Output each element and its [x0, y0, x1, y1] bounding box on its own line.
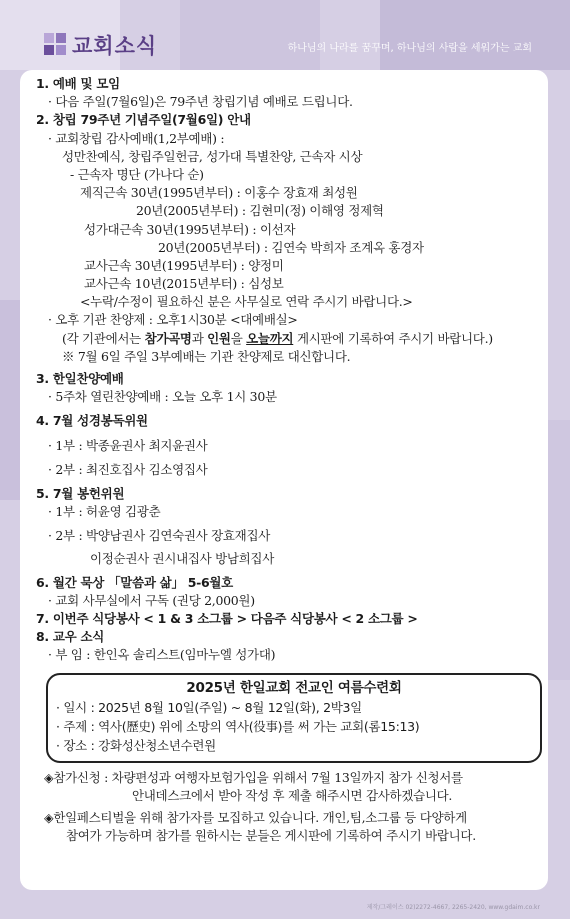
award-line: 제직근속 30년(1995년부터) : 이홍수 장효재 최성원: [80, 185, 358, 201]
logo-mark-icon: [44, 33, 66, 55]
background-block: [0, 300, 20, 500]
event-title: 2025년 한일교회 전교인 여름수련회: [186, 679, 402, 696]
section-line: · 2부 : 박양남권사 김연숙권사 장효재집사: [48, 528, 271, 544]
section-title: 2. 창립 79주년 기념주일(7월6일) 안내: [36, 112, 251, 128]
section-line: · 5주차 열린찬양예배 : 오늘 오후 1시 30분: [48, 389, 277, 405]
section-line: 성만찬예식, 창립주일헌금, 성가대 특별찬양, 근속자 시상: [62, 148, 363, 164]
event-date: · 일시 : 2025년 8월 10일(주일) ~ 8월 12일(화), 2박3일: [56, 699, 362, 715]
header: [0, 0, 570, 70]
section-title: 5. 7월 봉헌위원: [36, 485, 125, 501]
section-line: - 근속자 명단 (가나다 순): [70, 166, 204, 182]
section-title: 8. 교우 소식: [36, 629, 105, 645]
section-line: · 1부 : 박종윤권사 최지윤권사: [48, 437, 208, 453]
festival-notice-cont: 참여가 가능하며 참가를 원하시는 분들은 게시판에 기록하여 주시기 바랍니다.: [66, 828, 476, 844]
correction-note: <누락/수정이 필요하신 분은 사무실로 연락 주시기 바랍니다.>: [80, 294, 413, 310]
section-line: · 1부 : 허윤영 김광춘: [48, 504, 161, 520]
award-line: 성가대근속 30년(1995년부터) : 이선자: [84, 221, 296, 237]
award-line: 20년(2005년부터) : 김연숙 박희자 조계옥 홍경자: [158, 239, 424, 255]
registration-notice-cont: 안내데스크에서 받아 작성 후 제출 해주시면 감사하겠습니다.: [132, 787, 453, 803]
section-line: · 다음 주일(7월6일)은 79주년 창립기념 예배로 드립니다.: [48, 94, 353, 110]
section-line: · 교회 사무실에서 구독 (권당 2,000원): [48, 592, 255, 608]
section-line: · 오후 기관 찬양제 : 오후1시30분 <대예배실>: [48, 312, 298, 328]
section-title: 6. 월간 묵상 「말씀과 삶」 5-6월호: [36, 574, 233, 590]
section-title: 1. 예배 및 모임: [36, 76, 120, 91]
section-line: 이정순권사 권시내집사 방남희집사: [90, 550, 274, 566]
section-title: 4. 7월 성경봉독위원: [36, 413, 148, 429]
retreat-event-box: [46, 673, 542, 763]
event-place: · 장소 : 강화성산청소년수련원: [56, 737, 216, 753]
section-line: · 부 임 : 한인옥 솔리스트(임마누엘 성가대): [48, 647, 276, 663]
page-title: 교회소식: [72, 34, 158, 58]
section-title: 3. 한일찬양예배: [36, 371, 124, 386]
award-line: 20년(2005년부터) : 김현미(정) 이해영 정제혁: [136, 203, 384, 219]
section-line: · 교회창립 감사예배(1,2부예배) :: [48, 130, 225, 146]
festival-notice: ◈한일페스티벌을 위해 참가자를 모집하고 있습니다. 개인,팀,소그룹 등 다양하게: [44, 810, 467, 825]
award-line: 교사근속 30년(1995년부터) : 양정미: [84, 257, 284, 273]
footer-credit: 제작/그레이스 02)2272-4667, 2265-2420, www.gdaim.co.kr: [366, 904, 540, 911]
award-line: 교사근속 10년(2015년부터) : 심성보: [84, 276, 284, 292]
registration-notice: ◈참가신청 : 차량편성과 여행자보험가입을 위해서 7월 13일까지 참가 신청서를: [44, 769, 463, 785]
background-block: [548, 420, 570, 680]
section-line: · 2부 : 최진호집사 김소영집사: [48, 461, 208, 477]
event-theme: · 주제 : 역사(歷史) 위에 소망의 역사(役事)를 써 가는 교회(롬15:13): [56, 718, 420, 734]
news-content: [36, 75, 544, 845]
section-title: 7. 이번주 식당봉사 < 1 & 3 소그룹 > 다음주 식당봉사 < 2 소그룹 >: [36, 611, 418, 627]
church-slogan: 하나님의 나라를 꿈꾸며, 하나님의 사람을 세워가는 교회: [287, 43, 532, 54]
section-line: ※ 7월 6일 주일 3부예배는 기관 찬양제로 대신합니다.: [62, 348, 351, 364]
request-line: (각 기관에서는 참가곡명과 인원을 오늘까지 게시판에 기록하여 주시기 바랍니다.): [62, 330, 493, 346]
